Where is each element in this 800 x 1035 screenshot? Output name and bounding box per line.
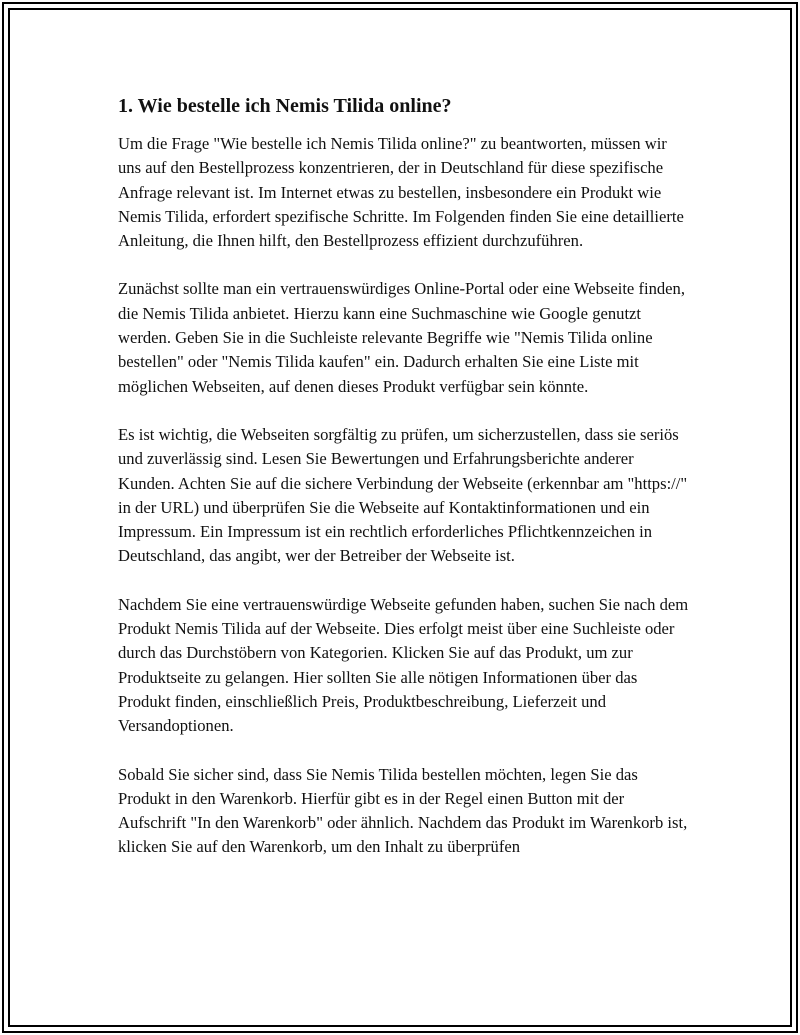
paragraph-find-portal: Zunächst sollte man ein vertrauenswürdiges Online-Portal oder eine Webseite finden, die Nemis Tilida anbietet. Hierzu kann eine Suchmaschine wie Google genutzt werden. Geben Sie in die Suchleiste relevante Begriffe wie "Nemis Tilida online bestellen" oder "Nemis Tilida kaufen" ein. Dadurch erhalten Sie eine Liste mit möglichen Webseiten, auf denen dieses Produkt verfügbar sein könnte. [118, 279, 685, 396]
paragraph-add-to-cart: Sobald Sie sicher sind, dass Sie Nemis Tilida bestellen möchten, legen Sie das Produkt in den Warenkorb. Hierfür gibt es in der Regel einen Button mit der Aufschrift "In den Warenkorb" oder ähnlich. Nachdem das Produkt im Warenkorb ist, klicken Sie auf den Warenkorb, um den Inhalt zu überprüfen [118, 764, 688, 857]
section-heading: 1. Wie bestelle ich Nemis Tilida online? [118, 95, 452, 117]
paragraph-find-product: Nachdem Sie eine vertrauenswürdige Webseite gefunden haben, suchen Sie nach dem Produkt Nemis Tilida auf der Webseite. Dies erfolgt meist über eine Suchleiste oder durch das Durchstöbern von Kategorien. Klicken Sie auf das Produkt, um zur Produktseite zu gelangen. Hier sollten Sie alle nötigen Informationen über das Produkt finden, einschließlich Preis, Produktbeschreibung, Lieferzeit und Versandoptionen. [118, 594, 689, 736]
paragraph-check-website: Es ist wichtig, die Webseiten sorgfältig zu prüfen, um sicherzustellen, dass sie seriös und zuverlässig sind. Lesen Sie Bewertungen und Erfahrungsberichte anderer Kunden. Achten Sie auf die sichere Verbindung der Webseite (erkennbar am "https://" in der URL) und überprüfen Sie die Webseite auf Kontaktinformationen und ein Impressum. Ein Impressum ist ein rechtlich erforderliches Pflichtkennzeichen in Deutschland, das angibt, wer der Betreiber der Webseite ist. [118, 424, 688, 566]
document-body [118, 92, 690, 884]
paragraph-intro: Um die Frage "Wie bestelle ich Nemis Tilida online?" zu beantworten, müssen wir uns auf den Bestellprozess konzentrieren, der in Deutschland für diese spezifische Anfrage relevant ist. Im Internet etwas zu bestellen, insbesondere ein Produkt wie Nemis Tilida, erfordert spezifische Schritte. Im Folgenden finden Sie eine detaillierte Anleitung, die Ihnen hilft, den Bestellprozess effizient durchzuführen. [118, 134, 684, 251]
